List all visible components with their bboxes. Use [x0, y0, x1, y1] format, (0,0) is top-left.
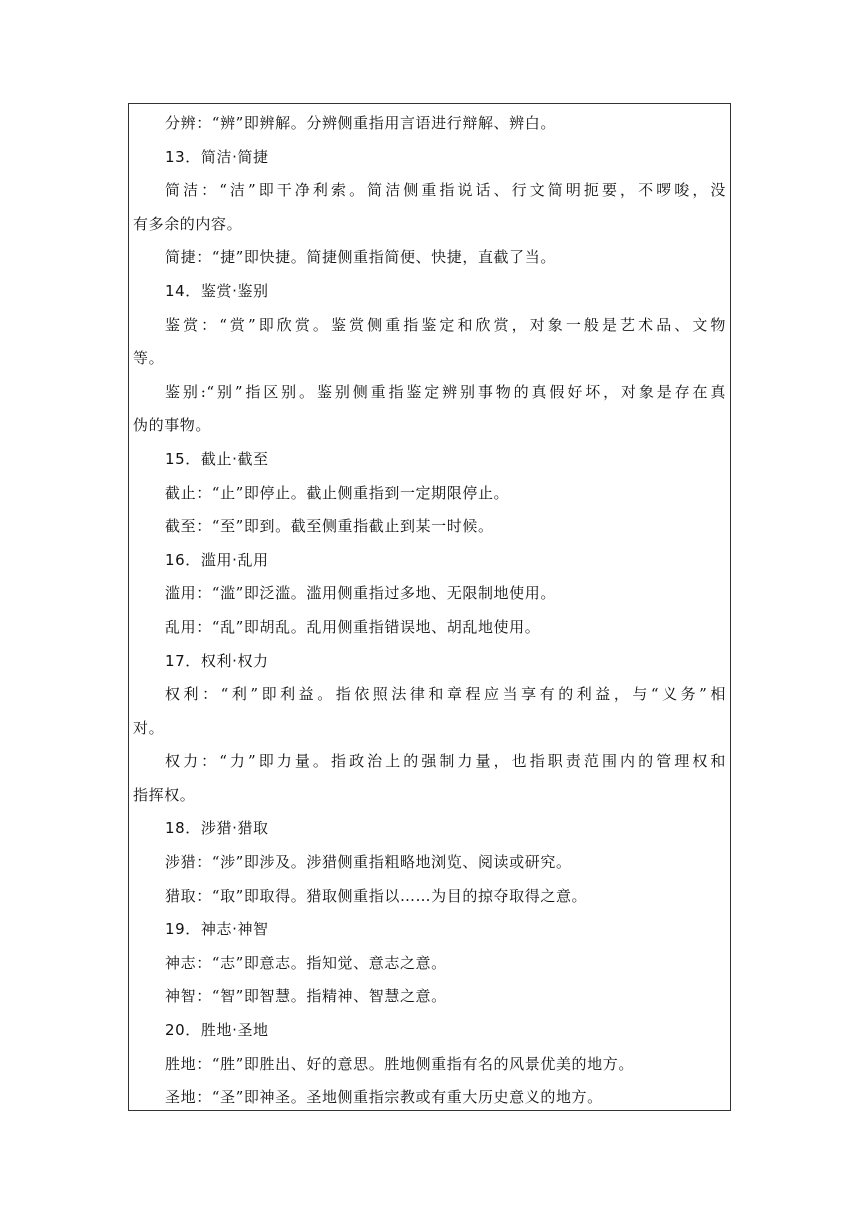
text-line: 鉴赏：“赏”即欣赏。鉴赏侧重指鉴定和欣赏，对象一般是艺术品、文物 — [165, 315, 726, 334]
text-line: 分辨：“辨”即辨解。分辨侧重指用言语进行辩解、辨白。 — [165, 114, 556, 132]
text-line: 简洁：“洁”即干净利索。简洁侧重指说话、行文简明扼要，不啰唆，没 — [165, 181, 726, 200]
section-heading: 15．截止·截至 — [165, 449, 269, 468]
section-heading: 17．权利·权力 — [165, 651, 269, 670]
text-line: 神智：“智”即智慧。指精神、智慧之意。 — [165, 987, 447, 1006]
text-line: 权力：“力”即力量。指政治上的强制力量，也指职责范围内的管理权和 — [165, 752, 726, 771]
section-heading: 13．简洁·简捷 — [165, 147, 269, 166]
text-line: 伪的事物。 — [133, 416, 212, 435]
text-line: 权利：“利”即利益。指依照法律和章程应当享有的利益，与“义务”相 — [165, 685, 726, 704]
document-frame — [128, 103, 731, 1111]
text-line: 神志：“志”即意志。指知觉、意志之意。 — [165, 953, 447, 972]
text-line: 等。 — [133, 349, 165, 368]
text-line: 鉴别:“别”指区别。鉴别侧重指鉴定辨别事物的真假好坏，对象是存在真 — [165, 382, 726, 401]
section-heading: 20．胜地·圣地 — [165, 1021, 269, 1040]
text-line: 指挥权。 — [133, 785, 196, 804]
text-line: 乱用：“乱”即胡乱。乱用侧重指错误地、胡乱地使用。 — [165, 617, 541, 636]
text-line: 对。 — [133, 718, 165, 737]
section-heading: 14．鉴赏·鉴别 — [165, 281, 269, 300]
text-line: 胜地：“胜”即胜出、好的意思。胜地侧重指有名的风景优美的地方。 — [165, 1054, 634, 1073]
section-heading: 16．滥用·乱用 — [165, 550, 269, 569]
text-line: 截至：“至”即到。截至侧重指截止到某一时候。 — [165, 517, 494, 536]
text-line: 圣地：“圣”即神圣。圣地侧重指宗教或有重大历史意义的地方。 — [165, 1088, 603, 1107]
document-body — [129, 104, 730, 1110]
text-line: 有多余的内容。 — [133, 214, 243, 233]
section-heading: 18．涉猎·猎取 — [165, 819, 269, 838]
text-line: 截止：“止”即停止。截止侧重指到一定期限停止。 — [165, 483, 510, 502]
text-line: 滥用：“滥”即泛滥。滥用侧重指过多地、无限制地使用。 — [165, 584, 556, 603]
section-heading: 19．神志·神智 — [165, 920, 269, 939]
text-line: 简捷：“捷”即快捷。简捷侧重指简便、快捷，直截了当。 — [165, 248, 556, 267]
text-line: 猎取：“取”即取得。猎取侧重指以……为目的掠夺取得之意。 — [165, 886, 588, 905]
text-line: 涉猎：“涉”即涉及。涉猎侧重指粗略地浏览、阅读或研究。 — [165, 853, 572, 872]
